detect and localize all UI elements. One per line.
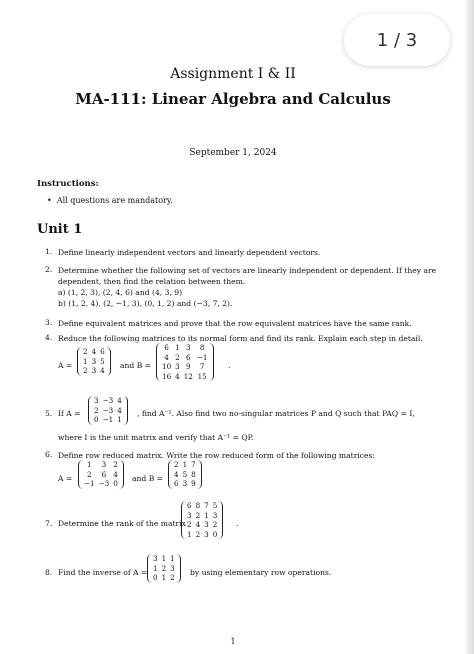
matrix-entry: 9 xyxy=(186,362,191,371)
matrix-entry: 1 xyxy=(182,460,188,469)
matrix-entry: 3 xyxy=(101,460,107,469)
matrix-entry: 3 xyxy=(91,366,97,375)
matrix-q5-a xyxy=(88,396,128,425)
question-5-line2: where I is the unit matrix and verify that A⁻¹ = QP. xyxy=(58,433,254,442)
matrix-entry: 6 xyxy=(187,501,192,510)
matrix-entry: 4 xyxy=(100,366,105,375)
matrix-entry: 1 xyxy=(175,343,180,352)
q6-and: and B = xyxy=(132,474,164,483)
matrix-entry: 2 xyxy=(87,469,92,479)
matrix-entry: 0 xyxy=(212,529,218,539)
matrix-entry: 5 xyxy=(212,501,218,510)
matrix-entry: 0 xyxy=(153,573,158,582)
question-2a: a) (1, 2, 3), (2, 4, 6) and (4, 3, 9) xyxy=(58,288,183,297)
matrix-entry: 1 xyxy=(153,563,158,573)
matrix-entry: 1 xyxy=(187,529,192,539)
matrix-q6-b xyxy=(168,460,202,489)
question-2b: b) (1, 2, 4), (2, −1, 3), (0, 1, 2) and (−3, 7, 2). xyxy=(58,299,233,308)
matrix-q4-b xyxy=(156,343,214,381)
question-2-line1: Determine whether the following set of vectors are linearly independent or dependent. If they are xyxy=(58,266,437,275)
matrix-entry: 3 xyxy=(153,554,158,563)
matrix-entry: 6 xyxy=(101,469,107,479)
matrix-entry: 3 xyxy=(187,510,192,520)
matrix-entry: 3 xyxy=(91,356,97,366)
matrix-entry: 3 xyxy=(182,479,188,488)
matrix-entry: 8 xyxy=(195,501,201,510)
matrix-entry: 5 xyxy=(100,356,105,366)
matrix-entry: 2 xyxy=(195,510,201,520)
matrix-entry: 15 xyxy=(197,371,207,381)
matrix-entry: 2 xyxy=(170,573,175,582)
matrix-entry: −1 xyxy=(102,415,114,424)
matrix-entry: 2 xyxy=(174,460,179,469)
question-3: Define equivalent matrices and prove that the row equivalent matrices have the same rank. xyxy=(58,319,412,328)
q7-end: . xyxy=(236,519,239,528)
matrix-entry: 10 xyxy=(162,362,172,371)
matrix-entry: 1 xyxy=(117,415,122,424)
matrix-entry: 2 xyxy=(212,520,218,529)
q6-a-label: A = xyxy=(58,474,73,483)
matrix-q7 xyxy=(181,501,223,539)
question-2-line2: dependent, then find the relation between them. xyxy=(58,277,246,286)
q4-and: and B = xyxy=(120,361,152,370)
matrix-entry: 4 xyxy=(113,469,118,479)
question-6: Define row reduced matrix. Write the row reduced form of the following matrices: xyxy=(58,451,375,460)
assignment-heading: Assignment I & II xyxy=(170,66,296,82)
matrix-entry: 0 xyxy=(94,415,99,424)
matrix-entry: 1 xyxy=(87,460,92,469)
matrix-entry: 4 xyxy=(117,405,122,415)
matrix-entry: 12 xyxy=(183,371,193,381)
matrix-entry: 6 xyxy=(174,479,179,488)
question-number: 1. xyxy=(45,247,53,256)
matrix-entry: −3 xyxy=(98,479,110,488)
question-1: Define linearly independent vectors and linearly dependent vectors. xyxy=(58,248,321,257)
matrix-entry: 2 xyxy=(161,563,167,573)
q4-a-label: A = xyxy=(58,361,73,370)
matrix-entry: −3 xyxy=(102,405,114,415)
matrix-entry: 2 xyxy=(175,352,180,362)
matrix-q6-a xyxy=(78,460,124,489)
date: September 1, 2024 xyxy=(189,148,277,158)
matrix-entry: 7 xyxy=(191,460,196,469)
matrix-entry: 4 xyxy=(195,520,201,529)
matrix-entry: 1 xyxy=(161,573,167,582)
matrix-entry: 4 xyxy=(174,469,179,479)
q5-prefix: If A = xyxy=(58,409,81,418)
matrix-entry: 1 xyxy=(170,554,175,563)
matrix-entry: 4 xyxy=(117,396,122,405)
matrix-entry: 3 xyxy=(170,563,175,573)
matrix-entry: 2 xyxy=(195,529,201,539)
matrix-entry: 7 xyxy=(199,362,205,371)
matrix-entry: 2 xyxy=(94,405,99,415)
question-number: 5. xyxy=(45,409,53,418)
question-number: 2. xyxy=(45,265,53,274)
matrix-entry: 1 xyxy=(204,510,209,520)
matrix-entry: 2 xyxy=(113,460,118,469)
matrix-entry: −1 xyxy=(84,479,95,488)
matrix-entry: 2 xyxy=(83,347,88,356)
question-4: Reduce the following matrices to its normal form and find its rank. Explain each step in detail. xyxy=(58,334,423,343)
matrix-entry: 4 xyxy=(175,371,180,381)
matrix-entry: 9 xyxy=(191,479,196,488)
matrix-entry: 0 xyxy=(113,479,118,488)
q8-prefix: Find the inverse of A = xyxy=(58,568,148,577)
course-title: MA-111: Linear Algebra and Calculus xyxy=(75,90,391,108)
matrix-entry: 5 xyxy=(182,469,188,479)
matrix-entry: 16 xyxy=(162,371,172,381)
matrix-q4-a xyxy=(77,347,111,376)
page-number: 1 xyxy=(230,637,236,646)
matrix-entry: 1 xyxy=(161,554,167,563)
page-indicator: 1 / 3 xyxy=(344,14,450,66)
q5-text: , find A⁻¹. Also find two no-singular matrices P and Q such that PAQ = I, xyxy=(137,409,415,418)
question-number: 3. xyxy=(45,318,53,327)
q8-suffix: by using elementary row operations. xyxy=(190,568,332,577)
instruction-item: • All questions are mandatory. xyxy=(47,196,173,205)
matrix-entry: 3 xyxy=(212,510,218,520)
question-number: 4. xyxy=(45,333,53,342)
matrix-entry: 7 xyxy=(204,501,209,510)
matrix-entry: 3 xyxy=(94,396,99,405)
matrix-entry: 3 xyxy=(175,362,180,371)
matrix-q8-a xyxy=(147,554,181,583)
matrix-entry: 3 xyxy=(204,529,209,539)
matrix-entry: −1 xyxy=(196,352,208,362)
matrix-entry: 2 xyxy=(187,520,192,529)
matrix-entry: 2 xyxy=(83,366,88,375)
matrix-entry: 6 xyxy=(100,347,105,356)
instructions-heading: Instructions: xyxy=(37,179,99,189)
matrix-entry: 1 xyxy=(83,356,88,366)
instruction-text: All questions are mandatory. xyxy=(56,196,173,205)
matrix-entry: 3 xyxy=(204,520,209,529)
matrix-entry: 8 xyxy=(199,343,205,352)
viewer-edge xyxy=(466,0,474,654)
matrix-entry: 6 xyxy=(186,352,191,362)
question-number: 6. xyxy=(45,450,53,459)
matrix-entry: 4 xyxy=(164,352,169,362)
unit-heading: Unit 1 xyxy=(37,222,83,237)
matrix-entry: −3 xyxy=(102,396,114,405)
question-number: 7. xyxy=(45,519,53,528)
question-7: Determine the rank of the matrix xyxy=(58,519,186,528)
matrix-entry: 4 xyxy=(91,347,97,356)
matrix-entry: 3 xyxy=(186,343,191,352)
matrix-entry: 8 xyxy=(191,469,196,479)
question-number: 8. xyxy=(45,568,53,577)
q4-end: . xyxy=(228,361,231,370)
matrix-entry: 6 xyxy=(164,343,169,352)
